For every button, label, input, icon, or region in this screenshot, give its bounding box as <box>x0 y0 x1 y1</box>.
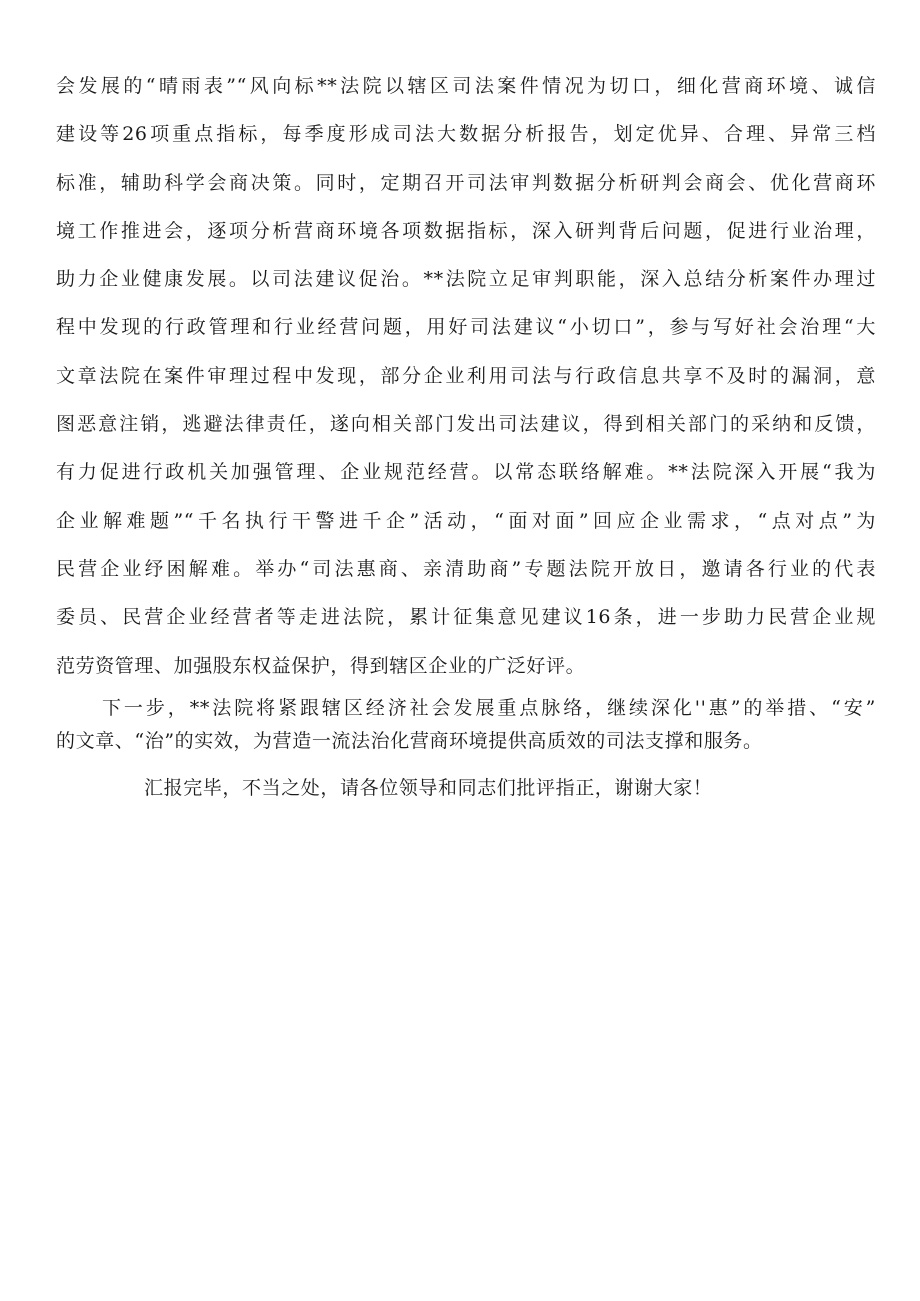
body-paragraph-main <box>56 62 876 690</box>
text-line: 下一步，**法院将紧跟辖区经济社会发展重点脉络，继续深化''惠”的举措、“安” <box>102 697 876 719</box>
closing-paragraph <box>56 772 876 805</box>
closing-line: 汇报完毕，不当之处，请各位领导和同志们批评指正，谢谢大家！ <box>144 777 713 799</box>
text-line: 民营企业纾困解难。举办“司法惠商、亲清助商”专题法院开放日，邀请各行业的代表 <box>56 557 876 580</box>
text-line: 标准，辅助科学会商决策。同时，定期召开司法审判数据分析研判会商会、优化营商环 <box>56 171 876 194</box>
text-line: 图恶意注销，逃避法律责任，遂向相关部门发出司法建议，得到相关部门的采纳和反馈， <box>56 413 876 436</box>
text-line: 文章法院在案件审理过程中发现，部分企业利用司法与行政信息共享不及时的漏洞，意 <box>56 364 876 387</box>
text-line: 助力企业健康发展。以司法建议促治。**法院立足审判职能，深入总结分析案件办理过 <box>56 268 876 291</box>
text-line: 程中发现的行政管理和行业经营问题，用好司法建议“小切口”，参与写好社会治理“大 <box>56 316 876 339</box>
text-line: 的文章、“治”的实效，为营造一流法治化营商环境提供高质效的司法支撑和服务。 <box>56 730 763 752</box>
text-line: 有力促进行政机关加强管理、企业规范经营。以常态联络解难。**法院深入开展“我为 <box>56 461 876 484</box>
next-step-paragraph <box>56 692 876 758</box>
text-line: 境工作推进会，逐项分析营商环境各项数据指标，深入研判背后问题，促进行业治理， <box>56 219 876 242</box>
text-line: 企业解难题”“千名执行干警进千企”活动，“面对面”回应企业需求，“点对点”为 <box>56 509 876 532</box>
text-line: 会发展的“晴雨表”“风向标**法院以辖区司法案件情况为切口，细化营商环境、诚信 <box>56 75 876 97</box>
text-line: 建设等26项重点指标，每季度形成司法大数据分析报告，划定优异、合理、异常三档 <box>56 123 876 146</box>
text-line: 委员、民营企业经营者等走进法院，累计征集意见建议16条，进一步助力民营企业规 <box>56 606 876 629</box>
text-line: 范劳资管理、加强股东权益保护，得到辖区企业的广泛好评。 <box>56 654 586 677</box>
